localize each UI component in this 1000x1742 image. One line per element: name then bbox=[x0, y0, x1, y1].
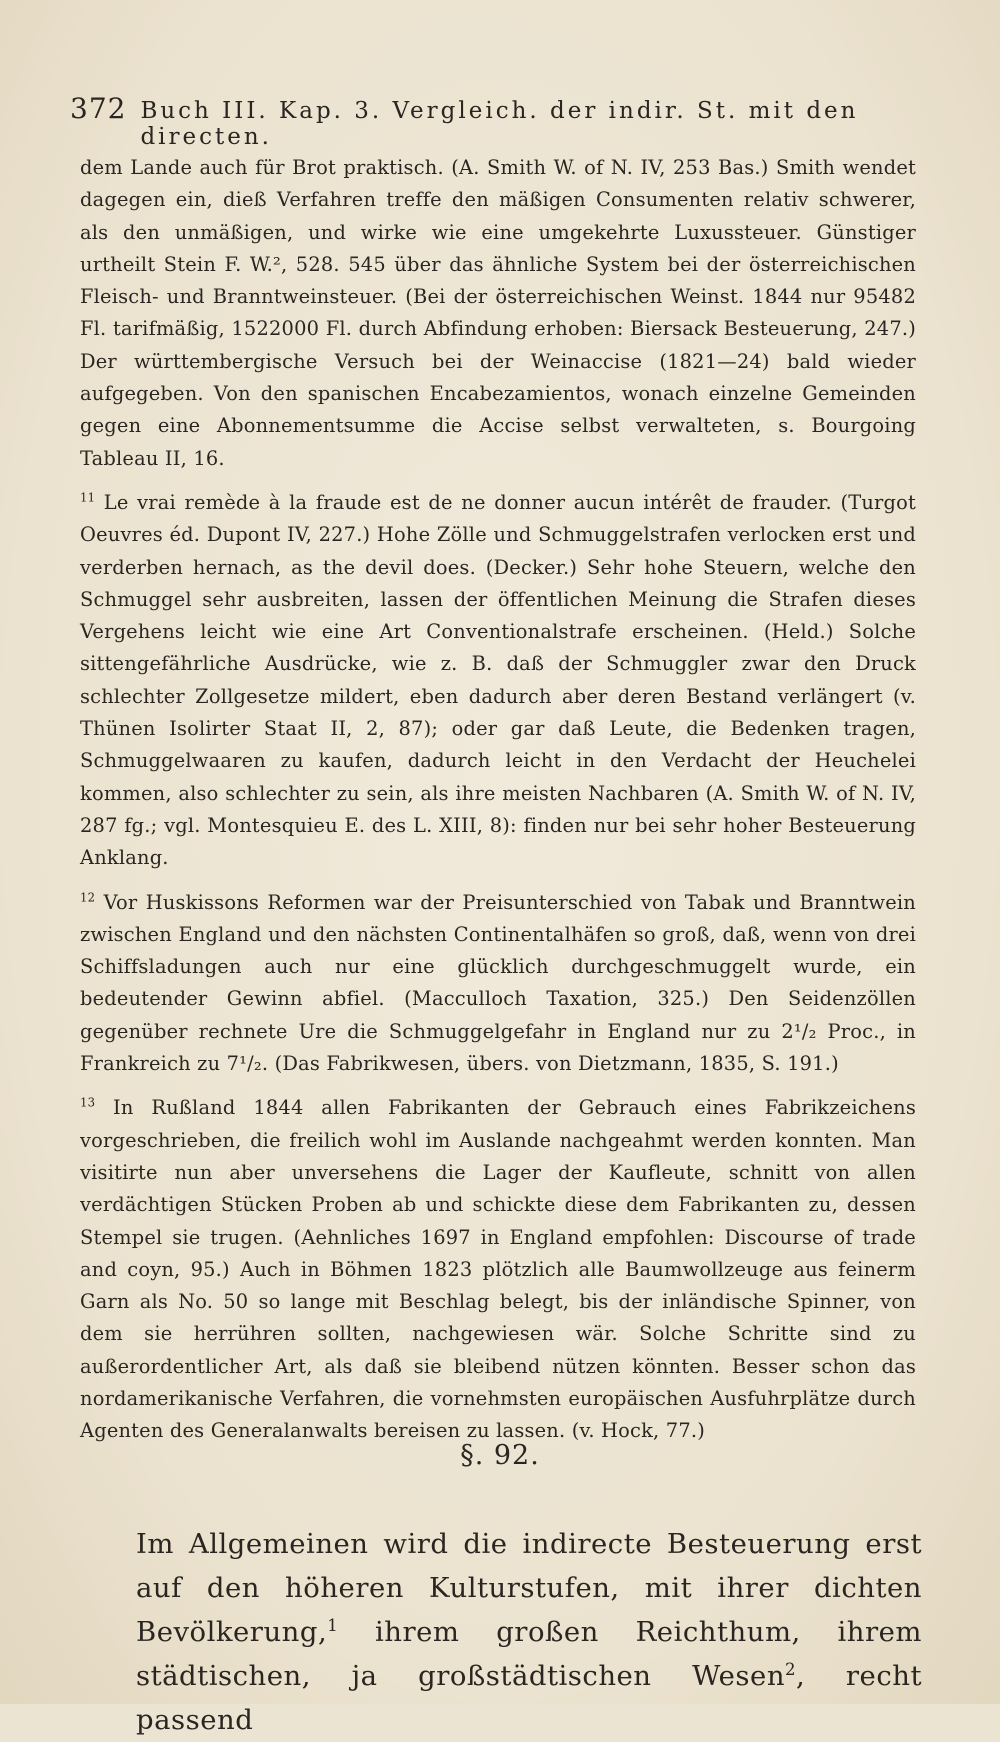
section-title: §. 92. bbox=[460, 1440, 540, 1471]
footnote-number: 13 bbox=[80, 1095, 96, 1110]
section-body bbox=[136, 1522, 922, 1742]
footnote-continuation bbox=[80, 152, 916, 475]
footnote-ref: 1 bbox=[327, 1615, 339, 1635]
footnote-text: dem Lande auch für Brot praktisch. (A. Smith W. of N. IV, 253 Bas.) Smith wendet dagegen ein, dieß Verfahren treffe den mäßigen Consumenten relativ schwerer, als den unmäßigen, und wirke wie eine umgekehrte Luxussteuer. Günstiger urtheilt Stein F. W.², 528. 545 über das ähnliche System bei der österreichischen Fleisch- und Branntweinsteuer. (Bei der österreichischen Weinst. 1844 nur 95482 Fl. tarifmäßig, 1522000 Fl. durch Abfindung erhoben: Biersack Besteuerung, 247.) Der württembergische Versuch bei der Weinaccise (1821—24) bald wieder aufgegeben. Von den spanischen Encabezamientos, wonach einzelne Gemeinden gegen eine Abonnementsumme die Accise selbst verwalteten, s. Bourgoing Tableau II, 16. bbox=[80, 156, 916, 470]
running-head: Buch III. Kap. 3. Vergleich. der indir. St. mit den directen. bbox=[140, 98, 859, 150]
body-text-part: Im Allgemeinen wird die indirecte Besteuerung erst auf den höheren Kulturstufen, mit ihrer dichten Bevölkerung, bbox=[136, 1527, 922, 1648]
footnote-text: Vor Huskissons Reformen war der Preisunterschied von Tabak und Branntwein zwischen England und den nächsten Continentalhäfen so groß, daß, wenn von drei Schiffsladungen auch nur eine glücklich durchgeschmuggelt wurde, ein bedeutender Gewinn abfiel. (Macculloch Taxation, 325.) Den Seidenzöllen gegenüber rechnete Ure die Schmuggelgefahr in England nur zu 2¹/₂ Proc., in Frankreich zu 7¹/₂. (Das Fabrikwesen, übers. von Dietzmann, 1835, S. 191.) bbox=[80, 890, 916, 1076]
body-text-part: , recht passend bbox=[136, 1659, 922, 1736]
footnote-number: 11 bbox=[80, 490, 96, 505]
footnote-13 bbox=[80, 1092, 916, 1447]
footnote-ref: 2 bbox=[785, 1659, 797, 1679]
footnote-number: 12 bbox=[80, 890, 96, 905]
page-number: 372 bbox=[70, 92, 127, 125]
body-text-part: ihrem großen Reichthum, ihrem städtischen, ja großstädtischen Wesen bbox=[136, 1615, 922, 1692]
footnote-text: Le vrai remède à la fraude est de ne donner aucun intérêt de frauder. (Turgot Oeuvres éd. Dupont IV, 227.) Hohe Zölle und Schmuggelstrafen verlocken erst und verderben hernach, as the devil does. (Decker.) Sehr hohe Steuern, welche den Schmuggel sehr ausbreiten, lassen der öffentlichen Meinung die Strafen dieses Vergehens leicht wie eine Art Conventionalstrafe erscheinen. (Held.) Solche sittengefährliche Ausdrücke, wie z. B. daß der Schmuggler zwar den Druck schlechter Zollgesetze mildert, eben dadurch aber deren Bestand verlängert (v. Thünen Isolirter Staat II, 2, 87); oder gar daß Leute, die Bedenken tragen, Schmuggelwaaren zu kaufen, dadurch leicht in den Verdacht der Heuchelei kommen, also schlechter zu sein, als ihre meisten Nachbaren (A. Smith W. of N. IV, 287 fg.; vgl. Montesquieu E. des L. XIII, 8): finden nur bei sehr hoher Besteuerung Anklang. bbox=[80, 490, 916, 870]
page-header bbox=[70, 92, 920, 150]
footnotes bbox=[80, 152, 916, 1460]
footnote-12 bbox=[80, 887, 916, 1081]
footnote-11 bbox=[80, 487, 916, 875]
footnote-text: In Rußland 1844 allen Fabrikanten der Gebrauch eines Fabrikzeichens vorgeschrieben, die freilich wohl im Auslande nachgeahmt werden konnten. Man visitirte nun aber unversehens die Lager der Kaufleute, schnitt von allen verdächtigen Stücken Proben ab und schickte diese dem Fabrikanten zu, dessen Stempel sie trugen. (Aehnliches 1697 in England empfohlen: Discourse of trade and coyn, 95.) Auch in Böhmen 1823 plötzlich alle Baumwollzeuge aus feinerm Garn als No. 50 so lange mit Beschlag belegt, bis der inländische Spinner, von dem sie herrühren sollten, nachgewiesen wär. Solche Schritte sind zu außerordentlicher Art, als daß sie bleibend nützen könnten. Besser schon das nordamerikanische Verfahren, die vornehmsten europäischen Ausfuhrplätze durch Agenten des Generalanwalts bereisen zu lassen. (v. Hock, 77.) bbox=[80, 1096, 916, 1443]
